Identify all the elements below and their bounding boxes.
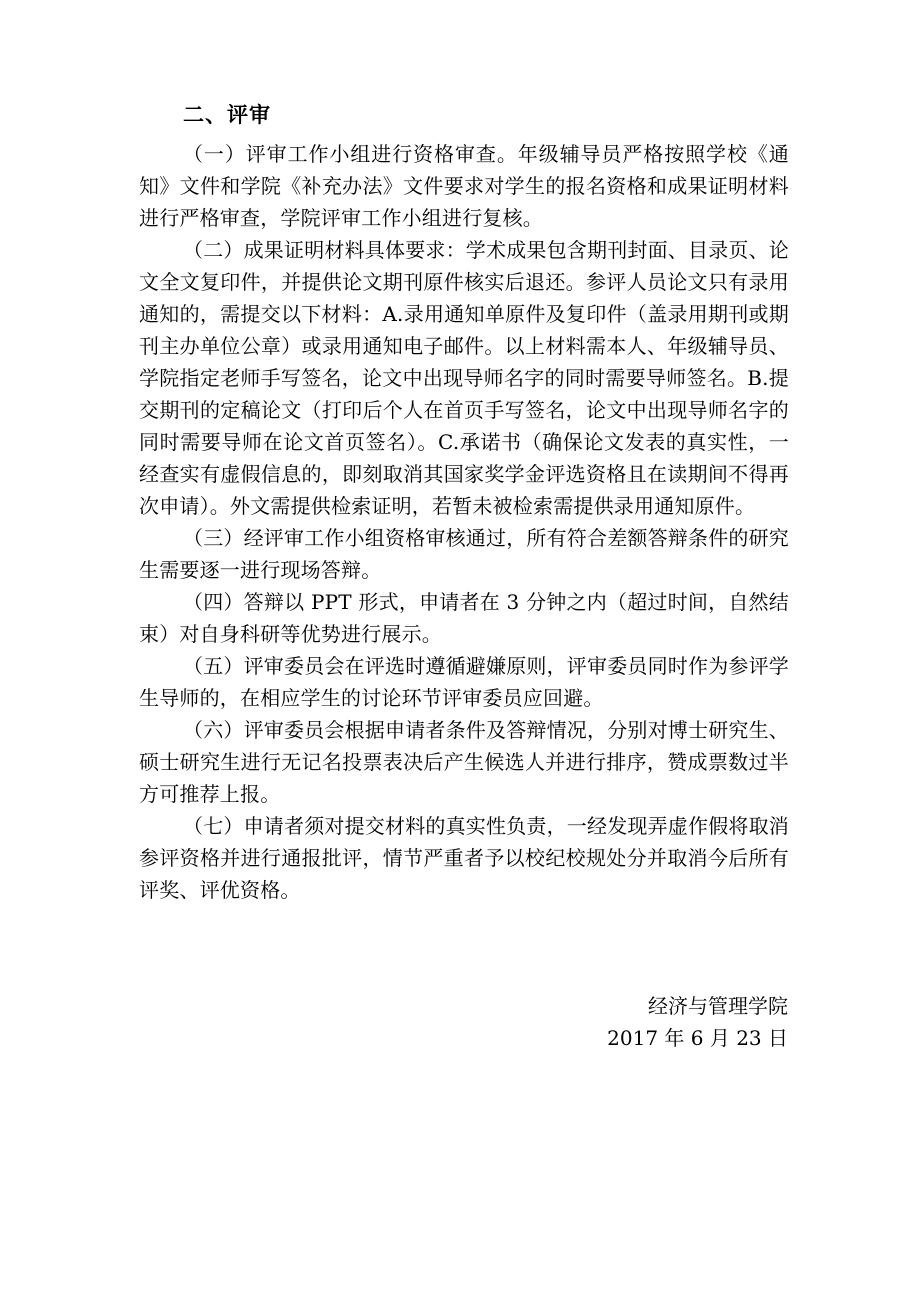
paragraph-3: （三）经评审工作小组资格审核通过，所有符合差额答辩条件的研究生需要逐一进行现场答辩。 <box>139 526 789 582</box>
paragraph-6: （六）评审委员会根据申请者条件及答辩情况，分别对博士研究生、硕士研究生进行无记名投票表决后产生候选人并进行排序，赞成票数过半方可推荐上报。 <box>139 718 789 806</box>
paragraph-5: （五）评审委员会在评选时遵循避嫌原则，评审委员同时作为参评学生导师的，在相应学生的讨论环节评审委员应回避。 <box>139 654 789 710</box>
signature-block <box>607 990 788 1054</box>
paragraph-4: （四）答辩以 PPT 形式，申请者在 3 分钟之内（超过时间，自然结束）对自身科研等优势进行展示。 <box>139 590 789 646</box>
signature-date: 2017 年 6 月 23 日 <box>607 1026 788 1050</box>
document-body <box>139 100 789 906</box>
paragraph-2: （二）成果证明材料具体要求：学术成果包含期刊封面、目录页、论文全文复印件，并提供论文期刊原件核实后退还。参评人员论文只有录用通知的，需提交以下材料：A.录用通知单原件及复印件（盖录用期刊或期刊主办单位公章）或录用通知电子邮件。以上材料需本人、年级辅导员、学院指定老师手写签名，论文中出现导师名字的同时需要导师签名。B.提交期刊的定稿论文（打印后个人在首页手写签名，论文中出现导师名字的同时需要导师在论文首页签名）。C.承诺书（确保论文发表的真实性，一经查实有虚假信息的，即刻取消其国家奖学金评选资格且在读期间不得再次申请）。外文需提供检索证明，若暂未被检索需提供录用通知原件。 <box>139 238 789 518</box>
signature-organization: 经济与管理学院 <box>648 994 788 1018</box>
paragraph-1: （一）评审工作小组进行资格审查。年级辅导员严格按照学校《通知》文件和学院《补充办法》文件要求对学生的报名资格和成果证明材料进行严格审查，学院评审工作小组进行复核。 <box>139 142 789 230</box>
section-heading: 二、评审 <box>183 103 271 127</box>
paragraph-7: （七）申请者须对提交材料的真实性负责，一经发现弄虚作假将取消参评资格并进行通报批评，情节严重者予以校纪校规处分并取消今后所有评奖、评优资格。 <box>139 814 789 902</box>
